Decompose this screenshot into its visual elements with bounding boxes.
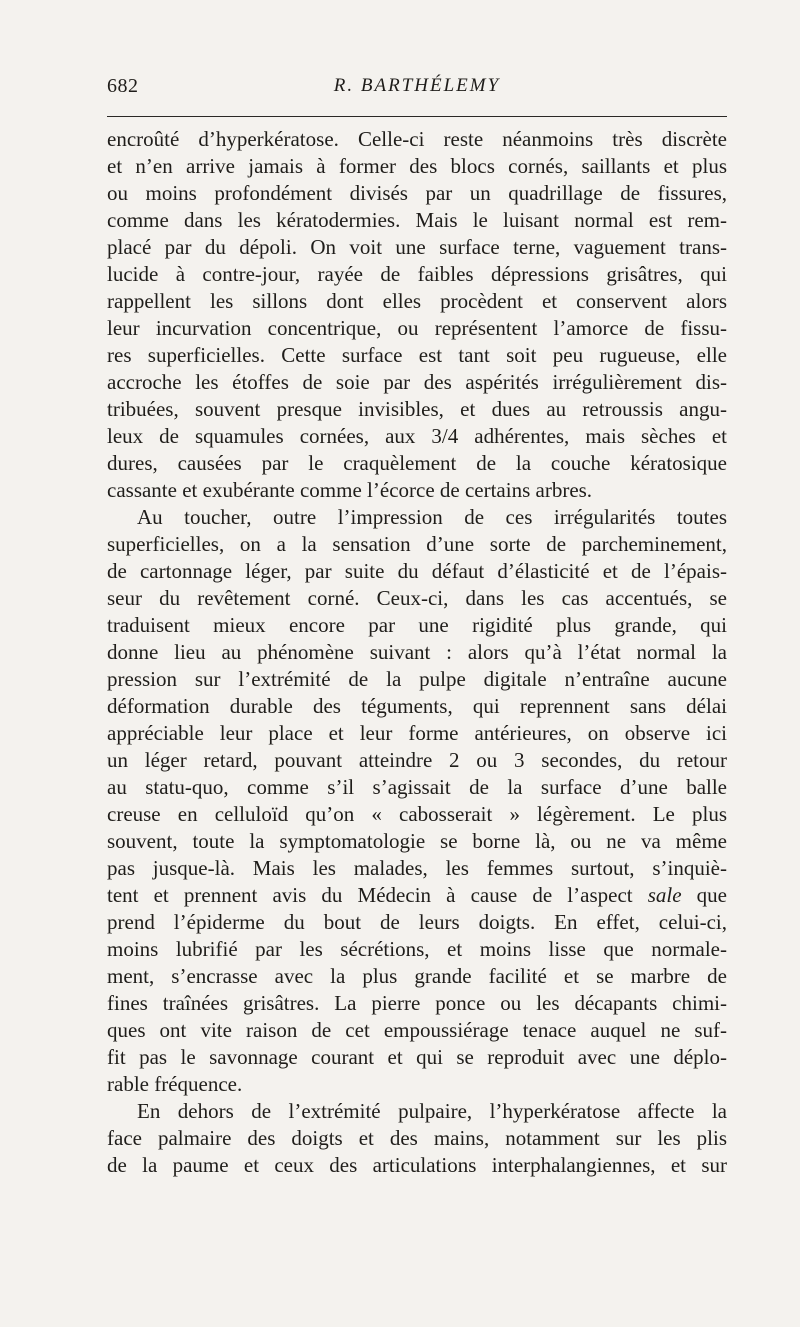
text-line: au statu-quo, comme s’il s’agissait de la surface d’une balle [107,775,727,799]
text-line: fit pas le savonnage courant et qui se reproduit avec une déplo- [107,1045,727,1069]
running-title: R. BARTHÉLEMY [333,75,501,96]
text-line-with-italic [107,882,727,909]
header-rule [107,116,727,117]
text-line: prend l’épiderme du bout de leurs doigts. En effet, celui-ci, [107,910,727,934]
text-line: creuse en celluloïd qu’on « cabosserait » légèrement. Le plus [107,802,727,826]
text-line: Au toucher, outre l’impression de ces irrégularités toutes [137,505,727,529]
paragraph-1 [107,126,727,504]
text-line: encroûté d’hyperkératose. Celle-ci reste néanmoins très discrète [107,127,727,151]
text-line: ques ont vite raison de cet empoussiérage tenace auquel ne suf- [107,1018,727,1042]
page-number: 682 [107,75,139,97]
text-line: pression sur l’extrémité de la pulpe digitale n’entraîne aucune [107,667,727,691]
text-line: leur incurvation concentrique, ou représentent l’amorce de fissu- [107,316,727,340]
running-head [107,75,727,105]
body-text [107,126,727,1179]
text-line: leux de squamules cornées, aux 3/4 adhérentes, mais sèches et [107,424,727,448]
text-line: souvent, toute la symptomatologie se borne là, ou ne va même [107,829,727,853]
text-line: res superficielles. Cette surface est tant soit peu rugueuse, elle [107,343,727,367]
text-line: de la paume et ceux des articulations interphalangiennes, et sur [107,1153,727,1177]
paragraph-2 [107,504,727,1098]
text-line: un léger retard, pouvant atteindre 2 ou 3 secondes, du retour [107,748,727,772]
text-line: accroche les étoffes de soie par des aspérités irrégulièrement dis- [107,370,727,394]
italic-word: sale [647,883,682,907]
text-line: rable fréquence. [107,1072,243,1096]
text-line: cassante et exubérante comme l’écorce de certains arbres. [107,478,593,502]
text-line: seur du revêtement corné. Ceux-ci, dans les cas accentués, se [107,586,727,610]
text-line: ou moins profondément divisés par un quadrillage de fissures, [107,181,727,205]
text-line: face palmaire des doigts et des mains, notamment sur les plis [107,1126,727,1150]
text-line: placé par du dépoli. On voit une surface terne, vaguement trans- [107,235,727,259]
text-line: donne lieu au phénomène suivant : alors qu’à l’état normal la [107,640,727,664]
text-line: traduisent mieux encore par une rigidité plus grande, qui [107,613,727,637]
text-line: et n’en arrive jamais à former des blocs cornés, saillants et plus [107,154,727,178]
text-line: comme dans les kératodermies. Mais le luisant normal est rem- [107,208,727,232]
text-line: de cartonnage léger, par suite du défaut d’élasticité et de l’épais- [107,559,727,583]
text-line: moins lubrifié par les sécrétions, et moins lisse que normale- [107,937,727,961]
text-line: ment, s’encrasse avec la plus grande facilité et se marbre de [107,964,727,988]
text-line: dures, causées par le craquèlement de la couche kératosique [107,451,727,475]
text-line: En dehors de l’extrémité pulpaire, l’hyperkératose affecte la [137,1099,727,1123]
text-line: rappellent les sillons dont elles procèdent et conservent alors [107,289,727,313]
text-fragment: que [681,883,728,907]
paragraph-3 [107,1098,727,1179]
text-line: fines traînées grisâtres. La pierre ponce ou les décapants chimi- [107,991,727,1015]
text-line: superficielles, on a la sensation d’une sorte de parcheminement, [107,532,727,556]
text-line: lucide à contre-jour, rayée de faibles dépressions grisâtres, qui [107,262,727,286]
text-line: déformation durable des téguments, qui reprennent sans délai [107,694,727,718]
text-line: tribuées, souvent presque invisibles, et dues au retroussis angu- [107,397,727,421]
text-fragment: tent et prennent avis du Médecin à cause de l’aspect [107,883,648,907]
text-line: appréciable leur place et leur forme antérieures, on observe ici [107,721,727,745]
text-line: pas jusque-là. Mais les malades, les femmes surtout, s’inquiè- [107,856,727,880]
